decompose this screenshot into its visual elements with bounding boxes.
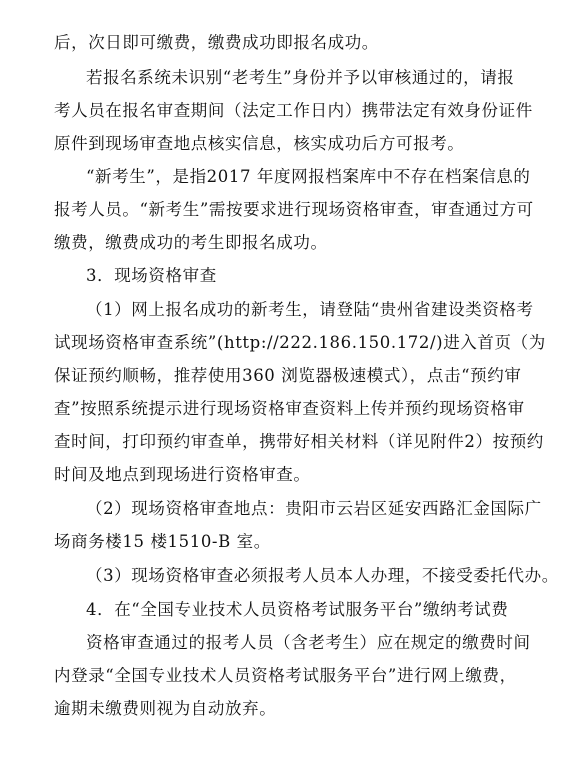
paragraph-line: （3）现场资格审查必须报考人员本人办理，不接受委托代办。 [86,566,559,585]
paragraph-line: 查”按照系统提示进行现场资格审查资料上传并预约现场资格审 [54,399,525,418]
paragraph-line: 逾期未缴费则视为自动放弃。 [54,699,277,718]
paragraph-line: 保证预约顺畅，推荐使用360 浏览器极速模式），点击“预约审 [54,366,522,385]
paragraph-line: “新考生”，是指2017 年度网报档案库中不存在档案信息的 [86,167,531,186]
paragraph-line: 时间及地点到现场进行资格审查。 [54,465,311,484]
paragraph-line: 报考人员。“新考生”需按要求进行现场资格审查，审查通过方可 [54,200,534,219]
paragraph-line: 场商务楼15 楼1510-B 室。 [54,532,271,551]
paragraph-line: 若报名系统未识别“老考生”身份并予以审核通过的，请报 [86,68,515,87]
paragraph-line: （2）现场资格审查地点：贵阳市云岩区延安西路汇金国际广 [86,499,542,518]
paragraph-line: 缴费，缴费成功的考生即报名成功。 [54,233,328,252]
paragraph-line: 内登录“全国专业技术人员资格考试服务平台”进行网上缴费， [54,666,517,685]
section-heading: 4．在“全国专业技术人员资格考试服务平台”缴纳考试费 [86,600,509,619]
section-heading: 3．现场资格审查 [86,266,217,285]
paragraph-line: 考人员在报名审查期间（法定工作日内）携带法定有效身份证件 [54,101,533,120]
paragraph-line: 原件到现场审查地点核实信息，核实成功后方可报考。 [54,134,465,153]
paragraph-line: 后，次日即可缴费，缴费成功即报名成功。 [54,33,379,52]
paragraph-line: 试现场资格审查系统”(http://222.186.150.172/)进入首页（为 [54,333,546,352]
paragraph-line: 查时间，打印预约审查单，携带好相关材料（详见附件2）按预约 [54,432,544,451]
paragraph-line: （1）网上报名成功的新考生，请登陆“贵州省建设类资格考 [86,300,534,319]
paragraph-line: 资格审查通过的报考人员（含老考生）应在规定的缴费时间 [86,633,531,652]
